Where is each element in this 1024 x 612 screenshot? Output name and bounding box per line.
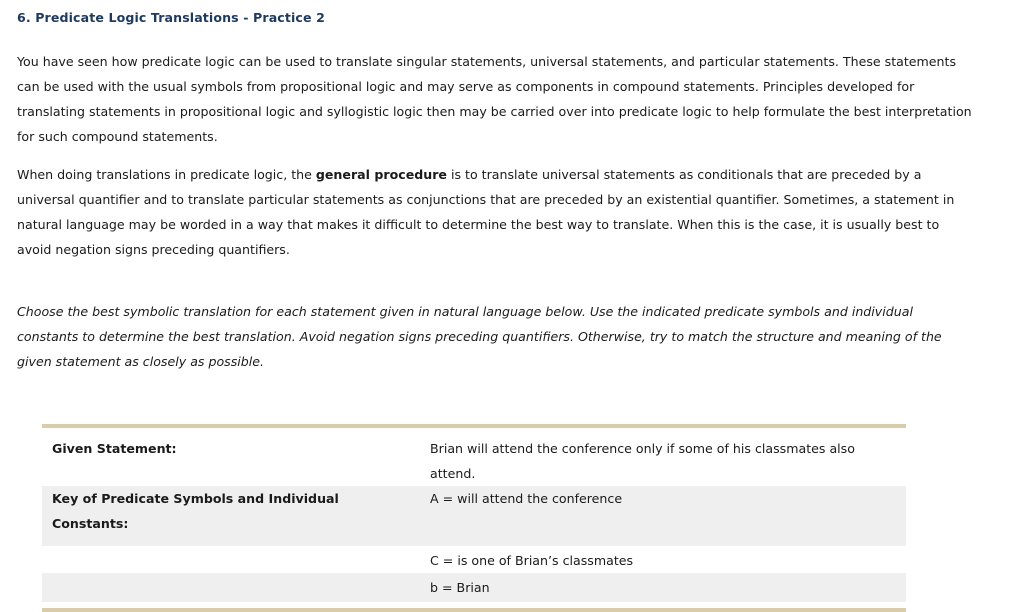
key-row-b	[42, 573, 906, 602]
key-item-c: C = is one of Brian’s classmates	[430, 553, 634, 568]
statement-key-table	[42, 428, 906, 602]
procedure-paragraph	[17, 162, 977, 262]
key-row	[42, 486, 906, 546]
intro-paragraph: You have seen how predicate logic can be used to translate singular statements, universal statements, and particular statements. These statements can be used with the usual symbols from propositional logic and may serve as components in compound statements. Principles developed for translating statements in propositional logic and syllogistic logic then may be carried over into predicate logic to help formulate the best interpretation for such compound statements.	[17, 54, 972, 144]
key-label: Key of Predicate Symbols and Individual Constants:	[42, 486, 420, 546]
page-title: 6. Predicate Logic Translations - Practice 2	[17, 10, 325, 25]
instructions-paragraph: Choose the best symbolic translation for each statement given in natural language below. Use the indicated predicate symbols and individual constants to determine the best translation. Avoid negation signs preceding quantifiers. Otherwise, try to match the structure and meaning of the given statement as closely as possible.	[17, 304, 942, 369]
key-item-a: A = will attend the conference	[420, 486, 906, 546]
key-row-c	[42, 546, 906, 573]
given-statement-label: Given Statement:	[52, 441, 177, 456]
procedure-text-after: is to translate universal statements as conditionals that are preceded by a universal quantifier and to translate particular statements as conjunctions that are preceded by an existential quantifier. Sometimes, a statement in natural language may be worded in a way that makes it difficult to determine the best way to translate. When this is the case, it is usually best to avoid negation signs preceding quantifiers.	[17, 167, 955, 257]
given-statement-row	[42, 428, 906, 486]
given-statement-value: Brian will attend the conference only if some of his classmates also attend.	[430, 441, 855, 481]
general-procedure-emphasis: general procedure	[315, 167, 447, 182]
key-item-b: b = Brian	[420, 573, 906, 602]
procedure-text-before: When doing translations in predicate logic, the	[17, 167, 316, 182]
key-spacer-c	[42, 546, 420, 573]
statement-table	[42, 424, 906, 612]
key-spacer-b	[42, 573, 420, 602]
